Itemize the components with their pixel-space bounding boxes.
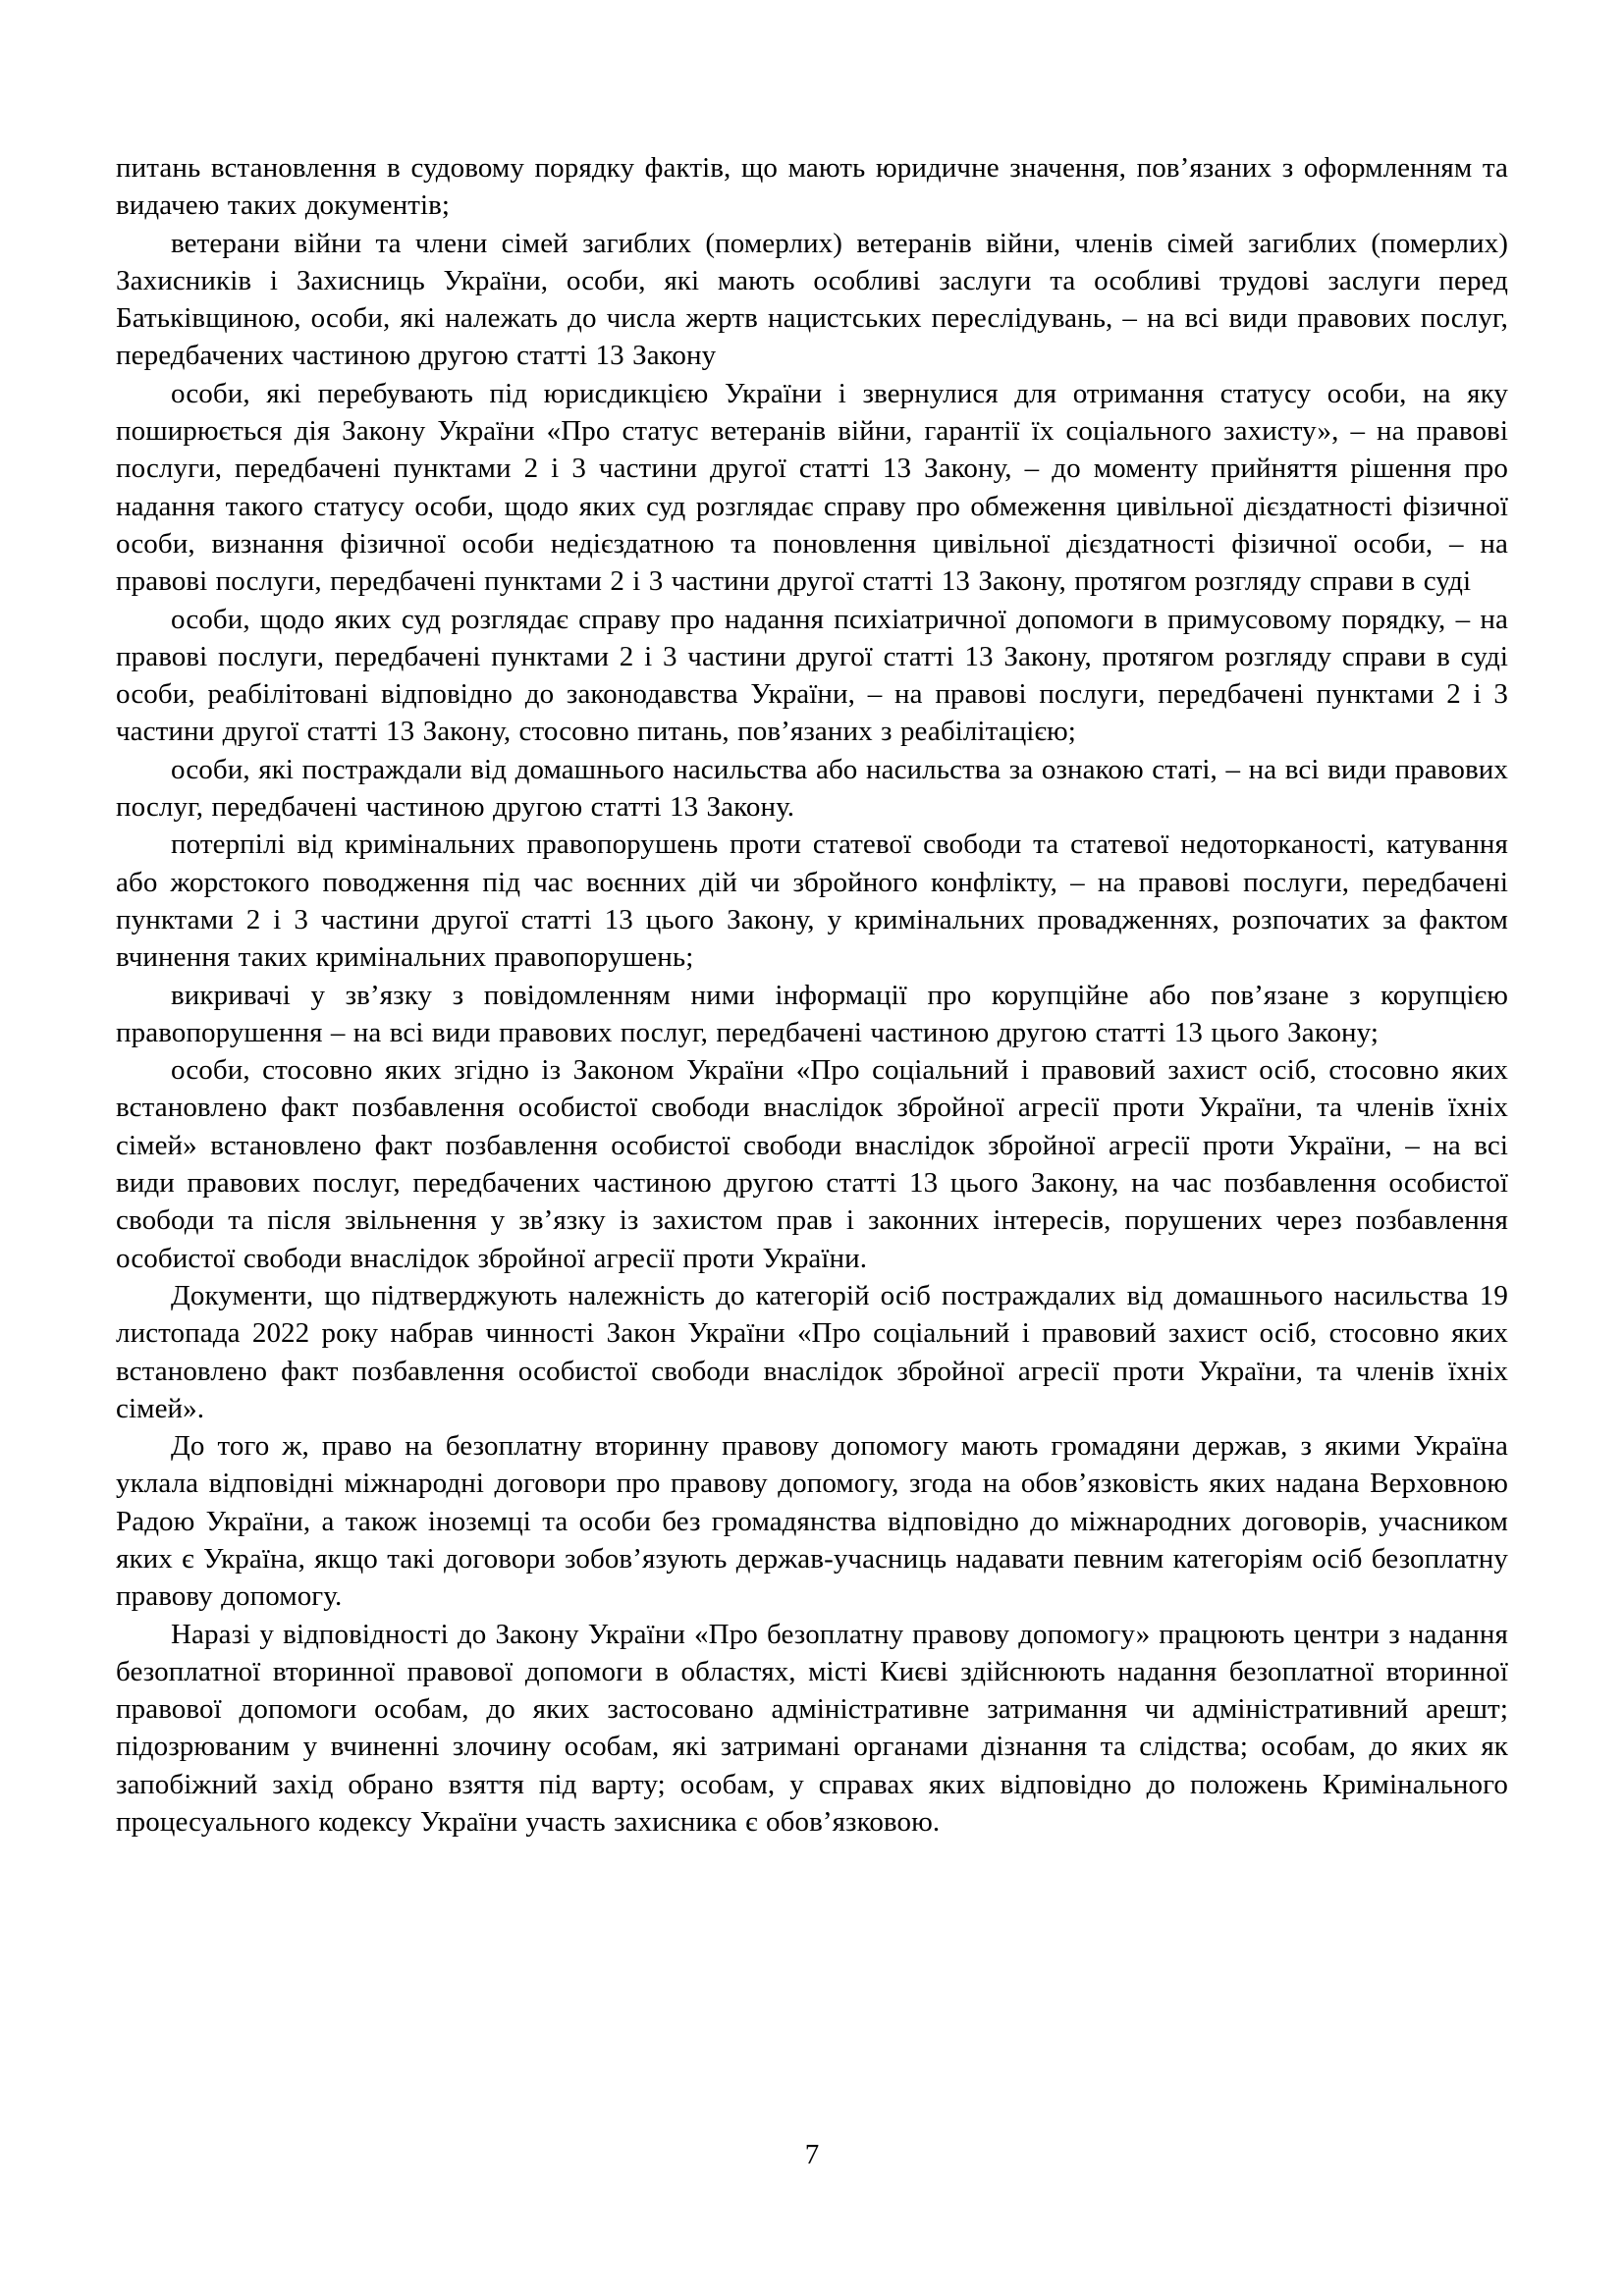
paragraph: особи, які перебувають під юрисдикцією України і звернулися для отримання статусу особи, на яку поширюється дія Закону України «Про статус ветеранів війни, гарантії їх соціального захисту», – на правові послуги, передбачені пунктами 2 і 3 частини другої статті 13 Закону, – до моменту прийняття рішення про надання такого статусу особи, щодо яких суд розглядає справу про обмеження цивільної дієздатності фізичної особи, визнання фізичної особи недієздатною та поновлення цивільної дієздатності фізичної особи, – на правові послуги, передбачені пунктами 2 і 3 частини другої статті 13 Закону, протягом розгляду справи в суді [116,377,1508,598]
paragraph: потерпілі від кримінальних правопорушень проти статевої свободи та статевої недоторканості, катування або жорстокого поводження під час воєнних дій чи збройного конфлікту, – на правові послуги, передбачені пунктами 2 і 3 частини другої статті 13 цього Закону, у кримінальних провадженнях, розпочатих за фактом вчинення таких кримінальних правопорушень; [116,828,1508,974]
paragraph: Документи, що підтверджують належність до категорій осіб постраждалих від домашнього насильства 19 листопада 2022 року набрав чинності Закон України «Про соціальний і правовий захист осіб, стосовно яких встановлено факт позбавлення особистої свободи внаслідок збройної агресії проти України, та членів їхніх сімей». [116,1279,1508,1424]
paragraph: питань встановлення в судовому порядку фактів, що мають юридичне значення, пов’язаних з оформленням та видачею таких документів; [116,152,1508,222]
paragraph: викривачі у зв’язку з повідомленням ними інформації про корупційне або пов’язане з корупцією правопорушення – на всі види правових послуг, передбачені частиною другою статті 13 цього Закону; [116,979,1508,1048]
paragraph: особи, стосовно яких згідно із Законом України «Про соціальний і правовий захист осіб, стосовно яких встановлено факт позбавлення особистої свободи внаслідок збройної агресії проти України, та членів їхніх сімей» встановлено факт позбавлення особистої свободи внаслідок збройної агресії проти України, – на всі види правових послуг, передбачених частиною другою статті 13 цього Закону, на час позбавлення особистої свободи та після звільнення у зв’язку із захистом прав і законних інтересів, порушених через позбавлення особистої свободи внаслідок збройної агресії проти України. [116,1054,1508,1274]
page-number: 7 [804,2139,820,2170]
paragraph: Наразі у відповідності до Закону України «Про безоплатну правову допомогу» працюють центри з надання безоплатної вторинної правової допомоги в областях, місті Києві здійснюють надання безоплатної вторинної правової допомоги особам, до яких застосовано адміністративне затримання чи адміністративний арешт; підозрюваним у вчиненні злочину особам, які затримані органами дізнання та слідства; особам, до яких як запобіжний захід обрано взяття під варту; особам, у справах яких відповідно до положень Кримінального процесуального кодексу України участь захисника є обов’язковою. [116,1618,1508,1839]
paragraph: ветерани війни та члени сімей загиблих (померлих) ветеранів війни, членів сімей загиблих (померлих) Захисників і Захисниць України, особи, які мають особливі заслуги та особливі трудові заслуги перед Батьківщиною, особи, які належать до числа жертв нацистських переслідувань, – на всі види правових послуг, передбачених частиною другою статті 13 Закону [116,227,1508,372]
paragraph: особи, які постраждали від домашнього насильства або насильства за ознакою статі, – на всі види правових послуг, передбачені частиною другою статті 13 Закону. [116,753,1508,824]
document-body [116,149,1508,1841]
paragraph: До того ж, право на безоплатну вторинну правову допомогу мають громадяни держав, з якими Україна уклала відповідні міжнародні договори про правову допомогу, згода на обов’язковість яких надана Верховною Радою України, а також іноземці та особи без громадянства відповідно до міжнародних договорів, учасником яких є Україна, якщо такі договори зобов’язують держав-учасниць надавати певним категоріям осіб безоплатну правову допомогу. [116,1430,1508,1613]
paragraph: особи, щодо яких суд розглядає справу про надання психіатричної допомоги в примусовому порядку, – на правові послуги, передбачені пунктами 2 і 3 частини другої статті 13 Закону, протягом розгляду справи в суді особи, реабілітовані відповідно до законодавства України, – на правові послуги, передбачені пунктами 2 і 3 частини другої статті 13 Закону, стосовно питань, пов’язаних з реабілітацією; [116,603,1508,748]
